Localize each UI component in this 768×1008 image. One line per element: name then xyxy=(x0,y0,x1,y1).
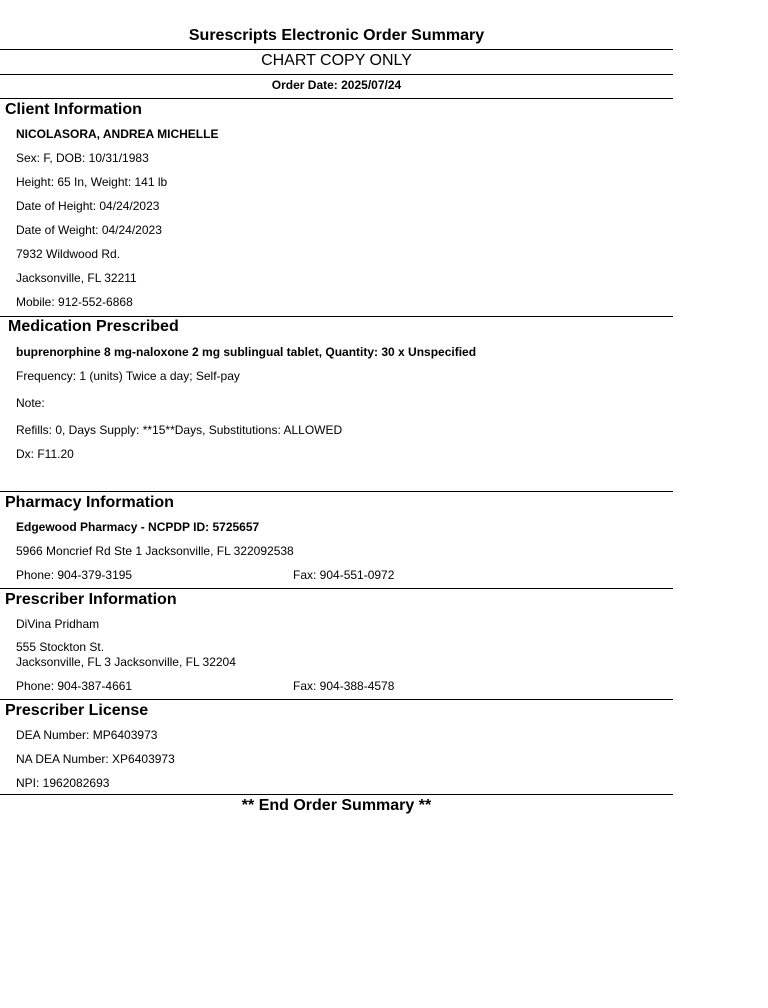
prescriber-address-line1: 555 Stockton St. xyxy=(16,640,105,654)
client-height-weight: Height: 65 In, Weight: 141 lb xyxy=(16,175,168,189)
pharmacy-address: 5966 Moncrief Rd Ste 1 Jacksonville, FL 322092538 xyxy=(16,544,294,558)
pharmacy-name: Edgewood Pharmacy - NCPDP ID: 5725657 xyxy=(16,520,260,534)
order-date: Order Date: 2025/07/24 xyxy=(271,78,402,92)
divider xyxy=(0,74,673,75)
medication-dx: Dx: F11.20 xyxy=(16,447,74,461)
document-title: Surescripts Electronic Order Summary xyxy=(188,27,485,44)
divider xyxy=(0,794,673,795)
prescriber-name: DiVina Pridham xyxy=(16,617,100,631)
client-date-of-height: Date of Height: 04/24/2023 xyxy=(16,199,160,213)
prescriber-fax: Fax: 904-388-4578 xyxy=(293,679,395,693)
divider xyxy=(0,98,673,99)
chart-copy-label: CHART COPY ONLY xyxy=(261,52,412,69)
prescriber-address-line2: Jacksonville, FL 3 Jacksonville, FL 32204 xyxy=(16,655,236,669)
pharmacy-heading: Pharmacy Information xyxy=(5,494,174,511)
medication-refills: Refills: 0, Days Supply: **15**Days, Substitutions: ALLOWED xyxy=(16,423,343,437)
medication-heading: Medication Prescribed xyxy=(8,318,179,335)
client-address-line2: Jacksonville, FL 32211 xyxy=(16,271,137,285)
divider xyxy=(0,316,673,317)
pharmacy-fax: Fax: 904-551-0972 xyxy=(293,568,395,582)
client-information-heading: Client Information xyxy=(5,101,142,118)
prescriber-heading: Prescriber Information xyxy=(5,591,177,608)
divider xyxy=(0,699,673,700)
license-npi: NPI: 1962082693 xyxy=(16,776,110,790)
client-mobile: Mobile: 912-552-6868 xyxy=(16,295,133,309)
medication-note: Note: xyxy=(16,396,45,410)
pharmacy-phone: Phone: 904-379-3195 xyxy=(16,568,133,582)
license-heading: Prescriber License xyxy=(5,702,149,719)
prescriber-phone: Phone: 904-387-4661 xyxy=(16,679,133,693)
medication-drug: buprenorphine 8 mg-naloxone 2 mg sublingual tablet, Quantity: 30 x Unspecified xyxy=(16,345,477,359)
client-sex-dob: Sex: F, DOB: 10/31/1983 xyxy=(16,151,149,165)
divider xyxy=(0,588,673,589)
license-na-dea-number: NA DEA Number: XP6403973 xyxy=(16,752,175,766)
client-address-line1: 7932 Wildwood Rd. xyxy=(16,247,121,261)
divider xyxy=(0,491,673,492)
license-dea-number: DEA Number: MP6403973 xyxy=(16,728,158,742)
medication-frequency: Frequency: 1 (units) Twice a day; Self-pay xyxy=(16,369,240,383)
client-date-of-weight: Date of Weight: 04/24/2023 xyxy=(16,223,162,237)
end-order-summary: ** End Order Summary ** xyxy=(241,797,432,814)
client-name: NICOLASORA, ANDREA MICHELLE xyxy=(16,127,219,141)
divider xyxy=(0,49,673,50)
